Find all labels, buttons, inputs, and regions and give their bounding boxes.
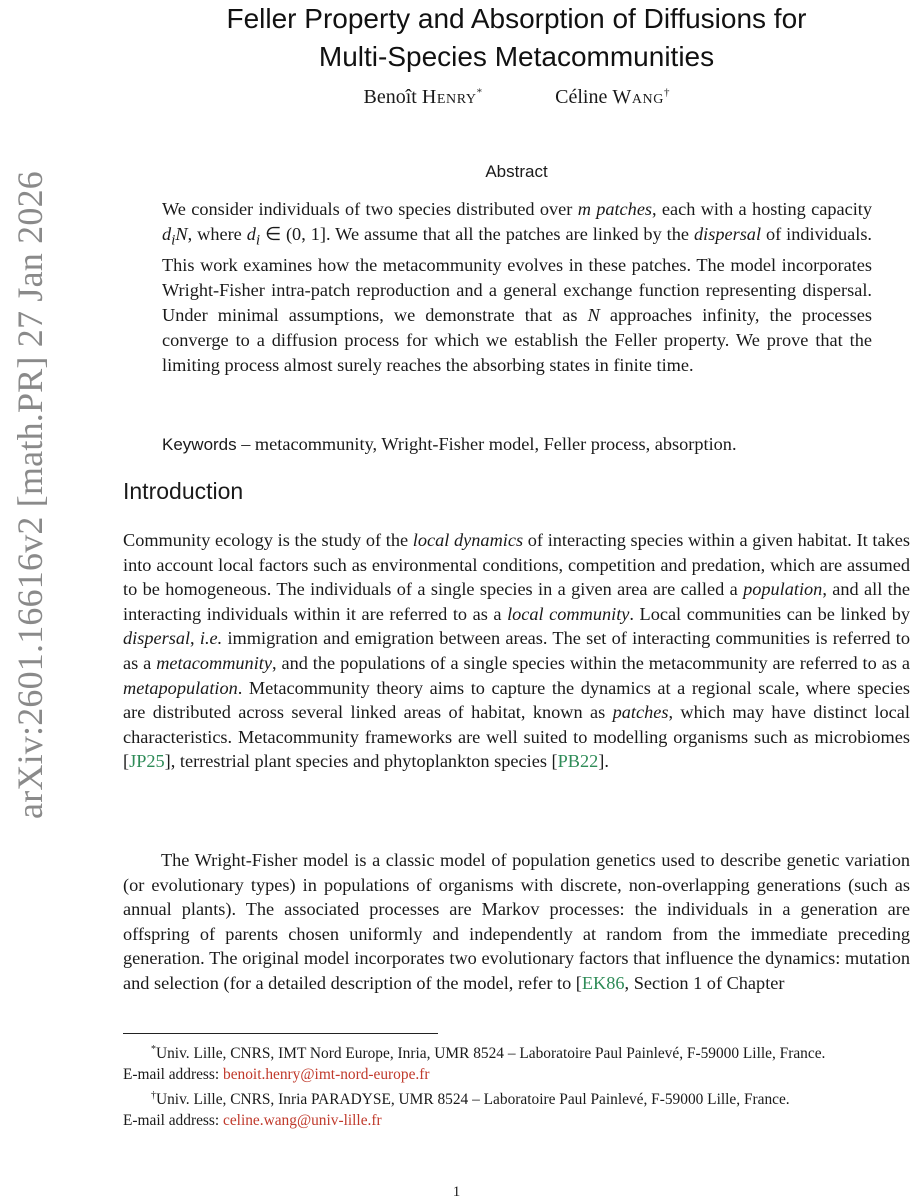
abstract-body: We consider individuals of two species distributed over m patches, each with a hosting capacity $d_iN$, where $d_i$ ∈ (0, 1]. We assume that all the patches are linked by the dispersal of individuals. This work examines how the metacommunity evolves in these patches. The model incorporates Wright-Fisher intra-patch reproduction and a general exchange function representing dispersal. Under minimal assumptions, we demonstrate that as N approaches infinity, the processes converge to a diffusion process for which we establish the Feller property. We prove that the limiting process almost surely reaches the absorbing states in finite time. xyxy=(162,199,873,376)
footnote-wang: †Univ. Lille, CNRS, Inria PARADYSE, UMR 8524 – Laboratoire Paul Painlevé, F-59000 Lille, France. xyxy=(151,1090,790,1109)
keywords-text: – metacommunity, Wright-Fisher model, Feller process, absorption. xyxy=(236,434,737,454)
email-link-wang[interactable]: celine.wang@univ-lille.fr xyxy=(223,1112,382,1130)
author-wang: Céline Wang† xyxy=(555,86,670,108)
author-mark: * xyxy=(476,86,483,99)
footnote-henry: *Univ. Lille, CNRS, IMT Nord Europe, Inria, UMR 8524 – Laboratoire Paul Painlevé, F-59000 Lille, France. xyxy=(151,1044,826,1063)
section-heading-introduction: Introduction xyxy=(123,478,244,504)
email-line-wang: E-mail address: celine.wang@univ-lille.fr xyxy=(123,1112,382,1130)
author-henry: Benoît Henry* xyxy=(363,86,483,108)
title-line-1: Feller Property and Absorption of Diffusions for xyxy=(226,3,807,34)
keywords-label: Keywords xyxy=(162,435,237,454)
keywords-line xyxy=(162,432,872,457)
citation-jp25[interactable]: JP25 xyxy=(129,751,165,772)
footnotes xyxy=(123,1039,910,1131)
intro-paragraph-2: The Wright-Fisher model is a classic model of population genetics used to describe genetic variation (or evolutionary types) in populations of organisms with discrete, non-overlapping generations (such as annual plants). The associated processes are Markov processes: the individuals in a generation are offspring of parents chosen uniformly and independently at random from the immediate preceding generation. The original model incorporates two evolutionary factors that influence the dynamics: mutation and selection (for a detailed description of the model, refer to [EK86, Section 1 of Chapter xyxy=(123,850,910,993)
arxiv-identifier: arXiv:2601.16616v2 [math.PR] 27 Jan 2026 xyxy=(10,171,51,819)
author-list xyxy=(123,86,910,109)
page-number: 1 xyxy=(452,1184,461,1200)
citation-ek86[interactable]: EK86 xyxy=(581,972,625,993)
title-line-2: Multi-Species Metacommunities xyxy=(318,41,715,72)
footnote-rule xyxy=(123,1033,438,1034)
abstract-heading: Abstract xyxy=(485,162,548,181)
paper-title xyxy=(123,0,910,76)
email-line-henry: E-mail address: benoit.henry@imt-nord-europe.fr xyxy=(123,1066,430,1084)
arxiv-stamp xyxy=(0,150,60,840)
email-link-henry[interactable]: benoit.henry@imt-nord-europe.fr xyxy=(223,1066,430,1084)
author-mark: † xyxy=(663,86,670,99)
citation-pb22[interactable]: PB22 xyxy=(557,751,599,772)
intro-paragraph-1: Community ecology is the study of the local dynamics of interacting species within a given habitat. It takes into account local factors such as environmental conditions, competition and predation, which are assumed to be homogeneous. The individuals of a single species in a given area are called a population, and all the interacting individuals within it are referred to as a local community. Local communities can be linked by dispersal, i.e. immigration and emigration between areas. The set of interacting communities is referred to as a metacommunity, and the populations of a single species within the metacommunity are referred to as a metapopulation. Metacommunity theory aims to capture the dynamics at a regional scale, where species are distributed across several linked areas of habitat, known as patches, which may have distinct local characteristics. Metacommunity frameworks are well suited to modelling organisms such as microbiomes [JP25], terrestrial plant species and phytoplankton species [PB22]. xyxy=(123,530,911,772)
